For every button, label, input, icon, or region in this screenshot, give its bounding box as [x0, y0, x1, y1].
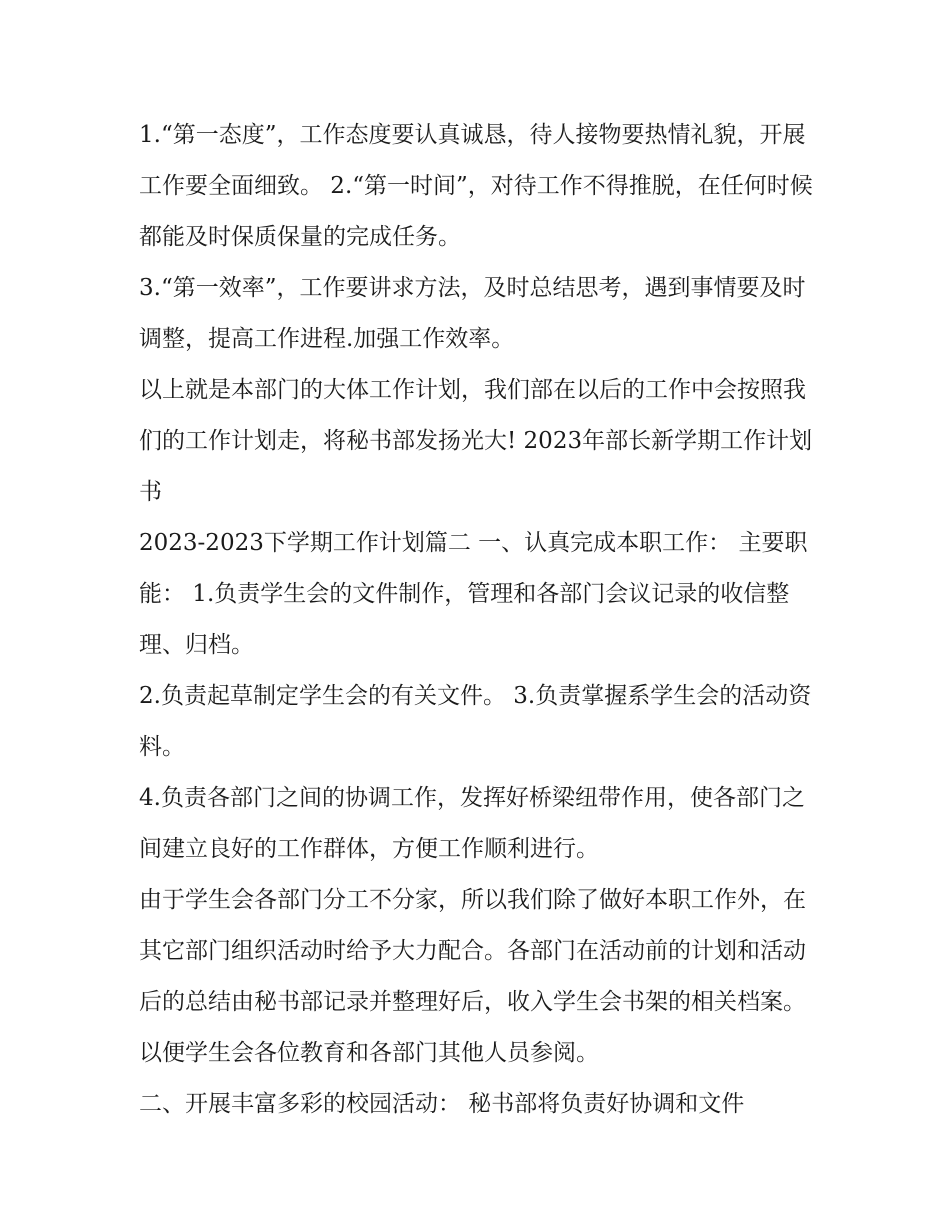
paragraph: 1.“第一态度”，工作态度要认真诚恳，待人接物要热情礼貌，开展工作要全面细致。 2.“第一时间”，对待工作不得推脱，在任何时候都能及时保质保量的完成任务。	[139, 122, 813, 250]
paragraph: 二、开展丰富多彩的校园活动： 秘书部将负责好协调和文件	[139, 1091, 745, 1117]
document-body	[139, 110, 819, 1130]
paragraph: 2.负责起草制定学生会的有关文件。 3.负责掌握系学生会的活动资料。	[139, 683, 812, 760]
paragraph: 4.负责各部门之间的协调工作，发挥好桥梁纽带作用，使各部门之间建立良好的工作群体，方便工作顺利进行。	[139, 785, 805, 862]
paragraph: 由于学生会各部门分工不分家，所以我们除了做好本职工作外，在其它部门组织活动时给予大力配合。各部门在活动前的计划和活动后的总结由秘书部记录并整理好后，收入学生会书架的相关档案。以便学生会各位教育和各部门其他人员参阅。	[139, 887, 806, 1066]
paragraph: 2023-2023下学期工作计划篇二 一、认真完成本职工作： 主要职能： 1.负责学生会的文件制作，管理和各部门会议记录的收信整理、归档。	[139, 530, 808, 658]
paragraph: 以上就是本部门的大体工作计划，我们部在以后的工作中会按照我们的工作计划走，将秘书部发扬光大! 2023年部长新学期工作计划书	[139, 377, 813, 505]
paragraph: 3.“第一效率”，工作要讲求方法，及时总结思考，遇到事情要及时调整，提高工作进程.加强工作效率。	[139, 275, 806, 352]
